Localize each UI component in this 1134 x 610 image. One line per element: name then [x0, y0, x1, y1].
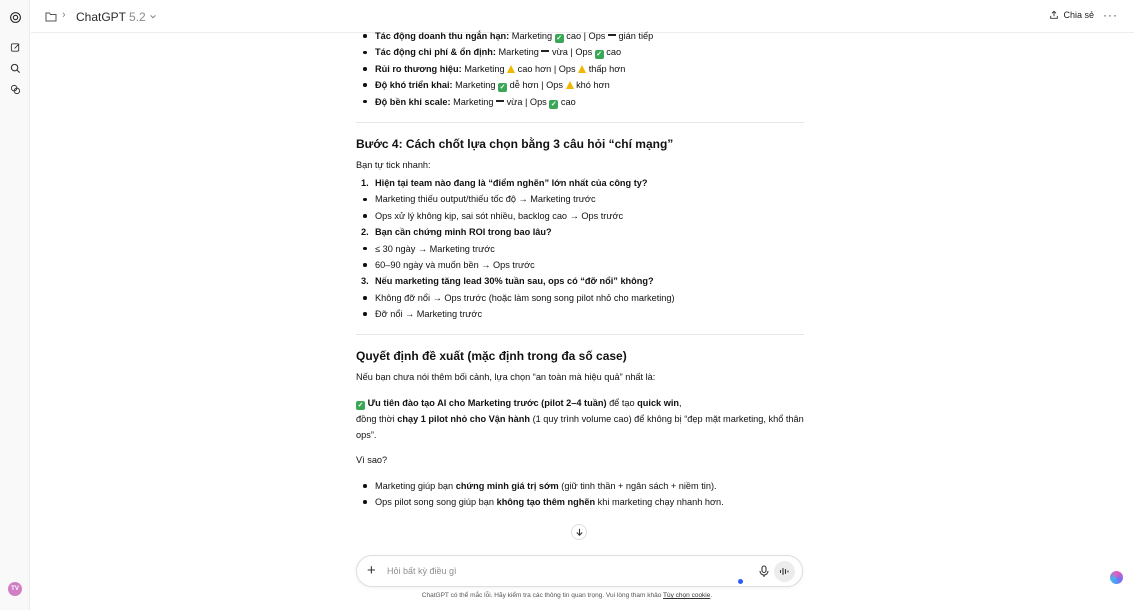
answer-item: ≤ 30 ngày → Marketing trước [356, 241, 804, 257]
assistant-orb-icon[interactable] [1110, 571, 1123, 584]
answer-item: Marketing thiếu output/thiếu tốc độ → Marketing trước [356, 191, 804, 207]
bullet-text: Marketing [450, 96, 497, 107]
question-item [356, 273, 804, 289]
list-item [356, 28, 804, 44]
rec-text-3: đồng thời [356, 413, 398, 424]
divider [356, 122, 804, 123]
bullet-text: Marketing [461, 63, 508, 74]
comparison-list [356, 28, 804, 110]
bullet-text: cao [558, 96, 576, 107]
warning-icon [507, 65, 515, 73]
bullet-text: thấp hơn [586, 63, 626, 74]
check-icon: ✓ [556, 35, 563, 42]
check-icon: ✓ [357, 401, 364, 409]
disclaimer-text: ChatGPT có thể mắc lỗi. Hãy kiểm tra các thông tin quan trọng. Vui lòng tham khảo [421, 592, 664, 599]
bullet-bold: không tạo thêm nghẽn [496, 497, 596, 508]
bullet-text: (giữ tinh thần + ngân sách + niềm tin). [558, 480, 717, 491]
rec-bold-2: quick win [637, 397, 680, 408]
plus-icon[interactable]: + [367, 562, 376, 579]
list-item [356, 77, 804, 93]
question-text: Bạn cần chứng minh ROI trong bao lâu? [375, 227, 552, 238]
folder-icon[interactable] [45, 11, 57, 22]
breadcrumb-chevron-icon: › [62, 9, 66, 21]
dash-icon [608, 34, 616, 36]
dash-icon [496, 100, 504, 102]
decision-heading: Quyết định đề xuất (mặc định trong đa số case) [356, 349, 627, 364]
bullet-label: Tác động doanh thu ngắn hạn: [375, 31, 510, 41]
voice-mode-button[interactable] [774, 561, 795, 582]
rec-bold-1: Ưu tiên đào tạo AI cho Marketing trước (pilot 2–4 tuần) [367, 397, 607, 408]
bullet-label: Rủi ro thương hiệu: [375, 63, 462, 74]
question-number: 2. [361, 227, 369, 238]
decision-intro: Nếu bạn chưa nói thêm bối cảnh, lựa chọn “an toàn mà hiệu quả” nhất là: [356, 372, 656, 383]
bullet-text: Marketing [509, 31, 555, 41]
disclaimer [0, 592, 1134, 599]
check-icon: ✓ [550, 100, 557, 108]
model-version: 5.2 [129, 10, 146, 24]
share-button[interactable] [1049, 10, 1094, 20]
bullet-text: Ops pilot song song giúp bạn [375, 497, 497, 508]
question-item [356, 175, 804, 191]
bullet-text: gián tiếp [615, 31, 654, 41]
more-options-button[interactable]: ··· [1103, 8, 1118, 22]
bullet-text: dễ hơn | Ops [507, 80, 566, 91]
bullet-text: vừa | Ops [549, 47, 595, 58]
prompt-input[interactable]: Hỏi bất kỳ điều gì [387, 566, 457, 576]
bullet-text: Marketing [452, 80, 499, 91]
list-item [356, 478, 804, 494]
bullet-label: Tác động chi phí & ổn định: [375, 47, 496, 58]
answer-item: Đỡ nổi → Marketing trước [356, 306, 804, 322]
library-icon[interactable] [8, 82, 22, 96]
why-list [356, 478, 804, 511]
question-item [356, 224, 804, 240]
chatgpt-logo-icon[interactable] [8, 10, 22, 24]
bullet-text: cao | Ops [563, 31, 608, 41]
list-item [356, 94, 804, 110]
warning-icon [578, 65, 586, 73]
chevron-down-icon [149, 13, 157, 21]
rec-bold-3: chạy 1 pilot nhỏ cho Vận hành [397, 413, 531, 424]
arrow-down-icon [575, 528, 584, 537]
bullet-text: khi marketing chạy nhanh hơn. [595, 497, 724, 508]
scroll-down-button[interactable] [571, 524, 587, 540]
bullet-text: Marketing giúp bạn [375, 480, 456, 491]
share-icon [1049, 10, 1059, 20]
question-number: 1. [361, 178, 369, 189]
cookie-preferences-link[interactable]: Tùy chọn cookie [663, 592, 711, 599]
model-selector[interactable] [76, 10, 157, 24]
list-item [356, 61, 804, 77]
check-icon: ✓ [596, 51, 603, 59]
bullet-bold: chứng minh giá trị sớm [455, 480, 559, 491]
model-name: ChatGPT [76, 10, 127, 24]
sidebar-rail [0, 0, 30, 610]
answer-item: 60–90 ngày và muốn bền → Ops trước [356, 257, 804, 273]
waveform-icon [779, 567, 790, 576]
question-text: Hiện tại team nào đang là “điểm nghẽn” lớn nhất của công ty? [375, 178, 648, 189]
warning-icon [566, 81, 574, 89]
bullet-text: cao [603, 47, 622, 58]
microphone-icon[interactable] [758, 565, 770, 578]
composer [356, 555, 803, 587]
question-text: Nếu marketing tăng lead 30% tuần sau, ops có “đỡ nổi” không? [375, 276, 654, 287]
answer-item: Ops xử lý không kịp, sai sót nhiều, backlog cao → Ops trước [356, 208, 804, 224]
rec-text-2: , [679, 397, 682, 408]
avatar[interactable]: TV [8, 582, 22, 596]
status-dot [738, 579, 743, 584]
assistant-message [356, 28, 804, 511]
answer-item: Không đỡ nổi → Ops trước (hoặc làm song song pilot nhỏ cho marketing) [356, 290, 804, 306]
bullet-text: Marketing [495, 47, 542, 58]
question-list [356, 175, 804, 322]
rec-text-4: (1 quy trình volume cao) để không bị “đẹp mặt marketing, khổ thân ops”. [356, 413, 804, 441]
step4-heading: Bước 4: Cách chốt lựa chọn bằng 3 câu hỏi “chí mạng” [356, 136, 674, 151]
new-chat-icon[interactable] [8, 40, 22, 54]
divider [356, 334, 804, 335]
question-number: 3. [361, 276, 369, 287]
check-icon: ✓ [499, 84, 506, 92]
list-item [356, 494, 804, 510]
share-label: Chia sẻ [1063, 10, 1094, 20]
disclaimer-end: . [710, 592, 713, 599]
bullet-label: Độ khó triển khai: [375, 80, 453, 91]
recommendation [356, 395, 804, 444]
bullet-text: cao hơn | Ops [515, 63, 579, 74]
search-icon[interactable] [8, 61, 22, 75]
bullet-text: vừa | Ops [504, 96, 550, 107]
why-label: Vì sao? [356, 455, 388, 466]
rec-text-1: để tạo [606, 397, 638, 408]
step4-intro: Bạn tự tick nhanh: [356, 159, 431, 170]
bullet-label: Độ bền khi scale: [375, 96, 451, 107]
bullet-text: khó hơn [573, 80, 610, 91]
list-item [356, 44, 804, 60]
